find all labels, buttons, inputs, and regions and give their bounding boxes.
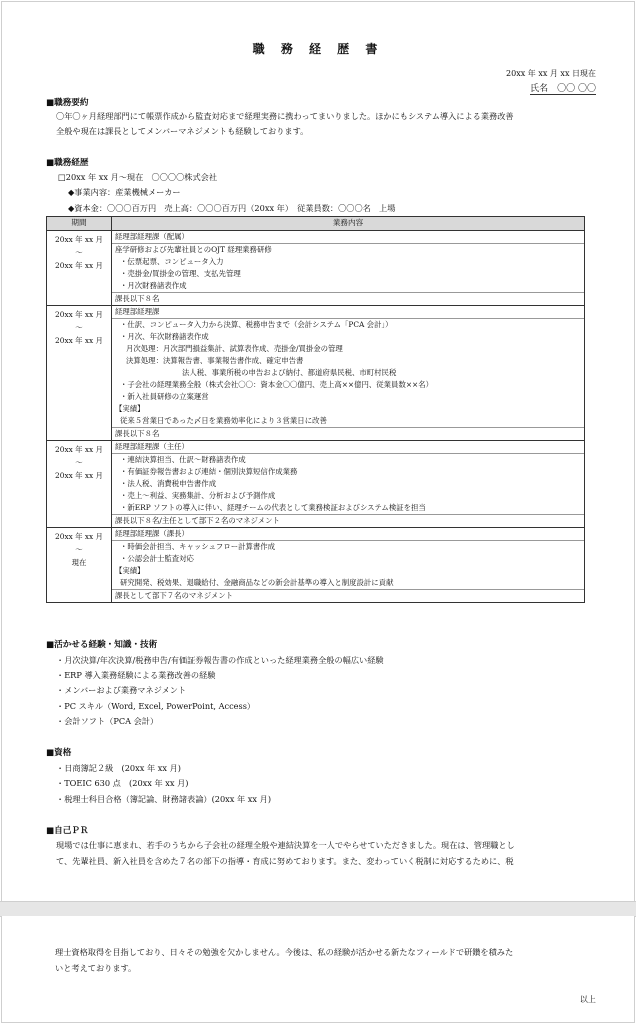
content-line: ・有価証券報告書および連結・個別決算短信作成業務 xyxy=(120,467,298,476)
content-line: 座学研修および先輩社員とのOJT 経理業務研修 xyxy=(115,245,272,254)
table-row xyxy=(47,231,585,306)
content-line: 経理部経理課（配属） xyxy=(112,231,584,244)
document-title: 職 務 経 歴 書 xyxy=(252,42,384,56)
column-header-period: 期間 xyxy=(47,217,112,231)
content-line: 【実績】 xyxy=(115,404,145,413)
team-size-line: 課長以下８名 xyxy=(112,427,584,440)
content-line: ・新ERP ソフトの導入に伴い、経理チームの代表として業務検証およびシステム検証を担当 xyxy=(120,503,426,512)
content-line: ・月次財務諸表作成 xyxy=(120,281,187,290)
content-cell xyxy=(112,528,585,603)
summary-line: 全般や現在は課長としてメンバーマネジメントも経験しております。 xyxy=(56,126,309,136)
period-end: 20xx 年 xx 月 xyxy=(55,336,103,345)
pr-line: て、先輩社員、新入社員を含めた７名の部下の指導・育成に努めております。また、変わっていく税制に対応するために、税 xyxy=(56,856,514,866)
qualifications-heading: ■資格 xyxy=(46,748,72,758)
period-cell xyxy=(47,528,112,603)
skill-item: ・月次決算/年次決算/税務申告/有価証券報告書の作成といった経理業務全般の幅広い経験 xyxy=(56,655,384,665)
skill-item: ・PC スキル（Word, Excel, PowerPoint, Access） xyxy=(56,701,256,711)
career-heading: ■職務経歴 xyxy=(46,158,89,168)
career-table xyxy=(46,216,585,603)
team-size-line: 課長として部下７名のマネジメント xyxy=(112,589,584,602)
pr-line: いと考えております。 xyxy=(55,963,137,973)
content-line: ・伝票起票、コンピュータ入力 xyxy=(120,257,224,266)
content-cell xyxy=(112,231,585,306)
team-size-line: 課長以下８名 xyxy=(112,292,584,305)
page-1 xyxy=(1,1,635,902)
skill-item: ・ERP 導入業務経験による業務改善の経験 xyxy=(56,670,216,680)
skill-item: ・メンバーおよび業務マネジメント xyxy=(56,685,187,695)
qualification-item: ・TOEIC 630 点 (20xx 年 xx 月) xyxy=(56,778,189,788)
content-line: ・法人税、消費税申告書作成 xyxy=(120,479,217,488)
content-line: ・売上〜利益、実務集計、分析および予測作成 xyxy=(120,491,276,500)
date-line: 20xx 年 xx 月 xx 日現在 xyxy=(506,69,596,78)
content-line: 研究開発、税効果、退職給付、金融商品などの新会計基準の導入と制度設計に貢献 xyxy=(120,578,394,587)
content-cell xyxy=(112,441,585,528)
page-separator xyxy=(0,901,636,917)
name-line: 氏名 〇〇 〇〇 xyxy=(530,81,596,95)
skills-heading: ■活かせる経験・知識・技術 xyxy=(46,640,158,650)
pr-heading: ■自己ＰＲ xyxy=(46,826,89,836)
period-sep: 〜 xyxy=(75,458,83,467)
company-line: □20xx 年 xx 月〜現在 〇〇〇〇株式会社 xyxy=(58,172,218,182)
content-line: ・公認会計士監査対応 xyxy=(120,554,194,563)
content-line: 月次処理：月次部門損益集計、試算表作成、売掛金/買掛金の管理 xyxy=(126,344,343,353)
content-line: ・月次、年次財務諸表作成 xyxy=(120,332,209,341)
period-cell xyxy=(47,306,112,441)
content-line: 決算処理：決算報告書、事業報告書作成、確定申告書 xyxy=(126,356,304,365)
pr-line: 理士資格取得を目指しており、日々その勉強を欠かしません。今後は、私の経験が活かせる新たなフィールドで研鑽を積みた xyxy=(55,947,514,957)
period-start: 20xx 年 xx 月 xyxy=(55,235,103,244)
content-line: 経理部経理課（課長） xyxy=(112,528,584,541)
period-start: 20xx 年 xx 月 xyxy=(55,310,103,319)
content-line: ・新入社員研修の立案運営 xyxy=(120,392,209,401)
period-start: 20xx 年 xx 月 xyxy=(55,445,103,454)
content-cell xyxy=(112,306,585,441)
content-line: ・子会社の経理業務全般（株式会社〇〇：資本金〇〇億円、売上高××億円、従業員数××名） xyxy=(120,380,434,389)
table-row xyxy=(47,528,585,603)
period-end: 現在 xyxy=(71,558,87,567)
skill-item: ・会計ソフト（PCA 会計） xyxy=(56,716,159,726)
period-sep: 〜 xyxy=(75,248,83,257)
page-2 xyxy=(1,916,635,1023)
qualification-item: ・日商簿記２級 (20xx 年 xx 月) xyxy=(56,763,181,773)
pr-line: 現場では仕事に恵まれ、若手のうちから子会社の経理全般や連結決算を一人でやらせていただきました。現在は、管理職とし xyxy=(56,840,515,850)
period-end: 20xx 年 xx 月 xyxy=(55,471,103,480)
content-line: 経理部経理課（主任） xyxy=(112,441,584,454)
content-line: ・売掛金/買掛金の管理、支払先管理 xyxy=(120,269,241,278)
period-sep: 〜 xyxy=(75,545,83,554)
content-line: 従来５営業日であった〆日を業務効率化により３営業日に改善 xyxy=(120,416,327,425)
qualification-item: ・税理士科目合格（簿記論、財務諸表論）(20xx 年 xx 月) xyxy=(56,794,272,804)
content-line: 経理部経理課 xyxy=(112,306,584,319)
content-line: ・連結決算担当、仕訳〜財務諸表作成 xyxy=(120,455,246,464)
table-row xyxy=(47,441,585,528)
summary-heading: ■職務要約 xyxy=(46,98,89,108)
period-sep: 〜 xyxy=(75,323,83,332)
summary-line: 〇年〇ヶ月経理部門にて帳票作成から監査対応まで経理実務に携わってまいりました。ほかにもシステム導入による業務改善 xyxy=(56,111,514,121)
column-header-content: 業務内容 xyxy=(112,217,585,231)
closing-text: 以上 xyxy=(579,994,596,1004)
capital-line: ◆資本金：〇〇〇百万円 売上高：〇〇〇百万円（20xx 年） 従業員数：〇〇〇名 上場 xyxy=(68,203,396,213)
table-row xyxy=(47,306,585,441)
period-end: 20xx 年 xx 月 xyxy=(55,261,103,270)
table-header-row xyxy=(47,217,585,231)
period-start: 20xx 年 xx 月 xyxy=(55,532,103,541)
content-line: 【実績】 xyxy=(115,566,145,575)
business-line: ◆事業内容：産業機械メーカー xyxy=(68,187,181,197)
content-line: ・仕訳、コンピュータ入力から決算、税務申告まで（会計システム「PCA 会計」） xyxy=(120,320,393,329)
content-line: ・時価会計担当、キャッシュフロー計算書作成 xyxy=(120,542,276,551)
content-line: 法人税、事業所税の申告および納付、都道府県民税、市町村民税 xyxy=(182,368,397,377)
period-cell xyxy=(47,231,112,306)
period-cell xyxy=(47,441,112,528)
team-size-line: 課長以下８名/主任として部下２名のマネジメント xyxy=(112,514,584,527)
